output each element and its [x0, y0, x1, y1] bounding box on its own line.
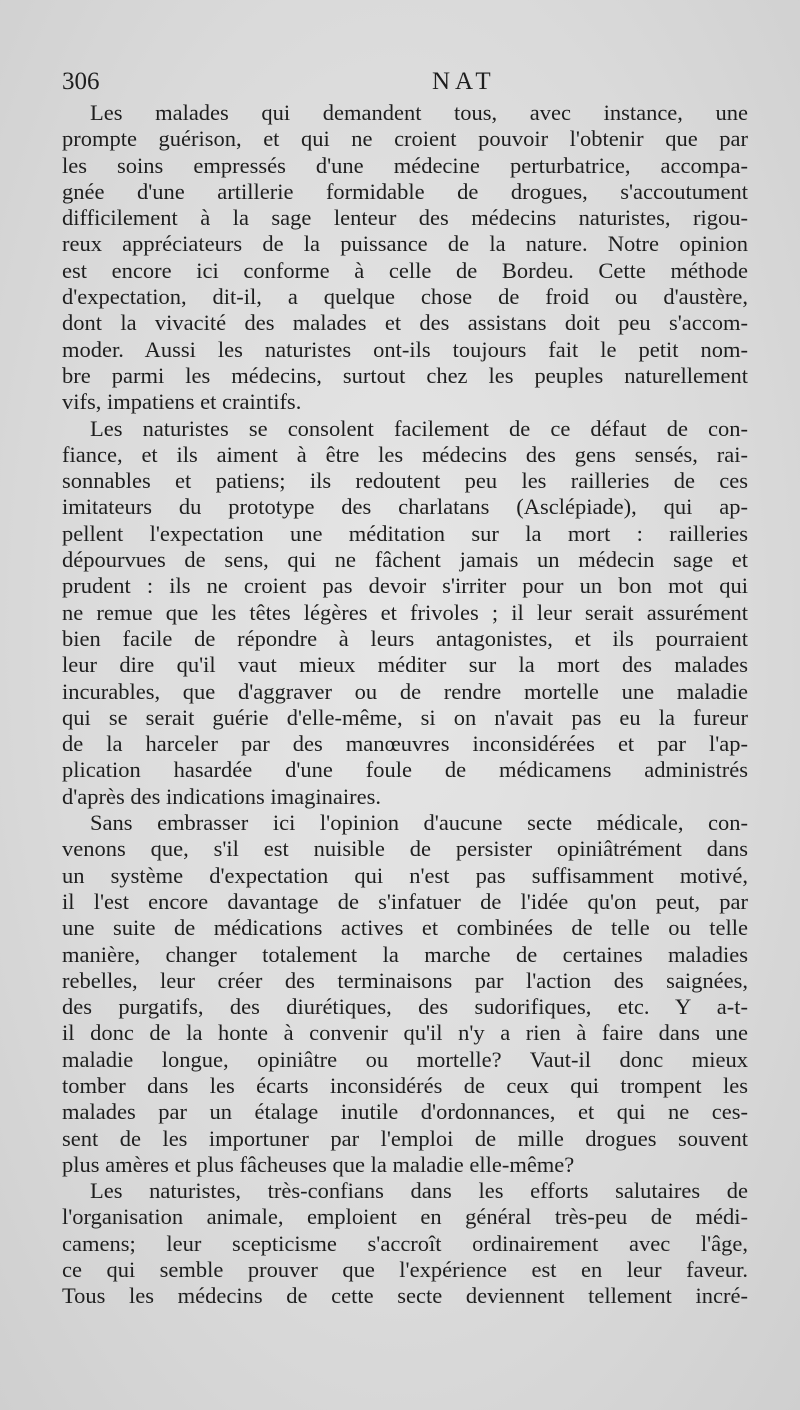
text-line: sent de les importuner par l'emploi de mille drogues souvent: [62, 1125, 748, 1151]
page-number: 306: [62, 68, 100, 95]
text-line: fiance, et ils aiment à être les médecins des gens sensés, rai-: [62, 441, 748, 467]
text-line: une suite de médications actives et combinées de telle ou telle: [62, 915, 748, 941]
text-line: sonnables et patiens; ils redoutent peu les railleries de ces: [62, 468, 748, 494]
text-line: il l'est encore davantage de s'infatuer de l'idée qu'on peut, par: [62, 888, 748, 914]
text-line: plication hasardée d'une foule de médicamens administrés: [62, 757, 748, 783]
text-line: leur dire qu'il vaut mieux méditer sur la mort des malades: [62, 652, 748, 678]
text-line: bre parmi les médecins, surtout chez les peuples naturellement: [62, 362, 748, 388]
text-line: pellent l'expectation une méditation sur la mort : railleries: [62, 520, 748, 546]
text-line: les soins empressés d'une médecine perturbatrice, accompa-: [62, 152, 748, 178]
text-line: tomber dans les écarts inconsidérés de ceux qui trompent les: [62, 1072, 748, 1098]
text-line: de la harceler par des manœuvres inconsidérées et par l'ap-: [62, 731, 748, 757]
text-line: vifs, impatiens et craintifs.: [62, 389, 302, 415]
text-line: prudent : ils ne croient pas devoir s'irriter pour un bon mot qui: [62, 573, 748, 599]
text-line: camens; leur scepticisme s'accroît ordinairement avec l'âge,: [62, 1230, 748, 1256]
text-line: l'organisation animale, emploient en général très-peu de médi-: [62, 1204, 748, 1230]
text-line: dont la vivacité des malades et des assistans doit peu s'accom-: [62, 310, 748, 336]
text-line: ne remue que les têtes légères et frivoles ; il leur serait assurément: [62, 599, 748, 625]
text-line: des purgatifs, des diurétiques, des sudorifiques, etc. Y a-t-: [62, 994, 748, 1020]
running-head: NAT: [432, 68, 496, 95]
text-line: Les naturistes, très-confians dans les efforts salutaires de: [90, 1178, 748, 1204]
text-line: d'expectation, dit-il, a quelque chose de froid ou d'austère,: [62, 284, 748, 310]
text-line: plus amères et plus fâcheuses que la maladie elle-même?: [62, 1151, 575, 1177]
text-line: prompte guérison, et qui ne croient pouvoir l'obtenir que par: [62, 126, 748, 152]
text-line: rebelles, leur créer des terminaisons par l'action des saignées,: [62, 967, 748, 993]
text-line: venons que, s'il est nuisible de persister opiniâtrément dans: [62, 836, 748, 862]
text-line: un système d'expectation qui n'est pas suffisamment motivé,: [62, 862, 748, 888]
text-line: qui se serait guérie d'elle-même, si on n'avait pas eu la fureur: [62, 704, 748, 730]
text-line: incurables, que d'aggraver ou de rendre mortelle une maladie: [62, 678, 748, 704]
text-line: maladie longue, opiniâtre ou mortelle? Vaut-il donc mieux: [62, 1046, 748, 1072]
text-line: il donc de la honte à convenir qu'il n'y a rien à faire dans une: [62, 1020, 748, 1046]
text-line: dépourvues de sens, qui ne fâchent jamais un médecin sage et: [62, 547, 748, 573]
text-line: bien facile de répondre à leurs antagonistes, et ils pourraient: [62, 625, 748, 651]
text-line: difficilement à la sage lenteur des médecins naturistes, rigou-: [62, 205, 748, 231]
text-line: Les naturistes se consolent facilement de ce défaut de con-: [90, 415, 748, 441]
text-line: ce qui semble prouver que l'expérience est en leur faveur.: [62, 1257, 748, 1283]
text-line: malades par un étalage inutile d'ordonnances, et qui ne ces-: [62, 1099, 748, 1125]
body-text: [62, 100, 748, 1310]
text-line: Sans embrasser ici l'opinion d'aucune secte médicale, con-: [90, 810, 748, 836]
text-line: est encore ici conforme à celle de Bordeu. Cette méthode: [62, 257, 748, 283]
text-line: Les malades qui demandent tous, avec instance, une: [90, 100, 748, 125]
text-line: gnée d'une artillerie formidable de drogues, s'accoutument: [62, 178, 748, 204]
page-header: [62, 66, 748, 98]
text-line: manière, changer totalement la marche de certaines maladies: [62, 941, 748, 967]
text-line: d'après des indications imaginaires.: [62, 783, 381, 809]
text-line: moder. Aussi les naturistes ont-ils toujours fait le petit nom-: [62, 336, 748, 362]
text-line: Tous les médecins de cette secte deviennent tellement incré-: [62, 1283, 748, 1309]
text-line: imitateurs du prototype des charlatans (Asclépiade), qui ap-: [62, 494, 748, 520]
text-line: reux appréciateurs de la puissance de la nature. Notre opinion: [62, 231, 748, 257]
